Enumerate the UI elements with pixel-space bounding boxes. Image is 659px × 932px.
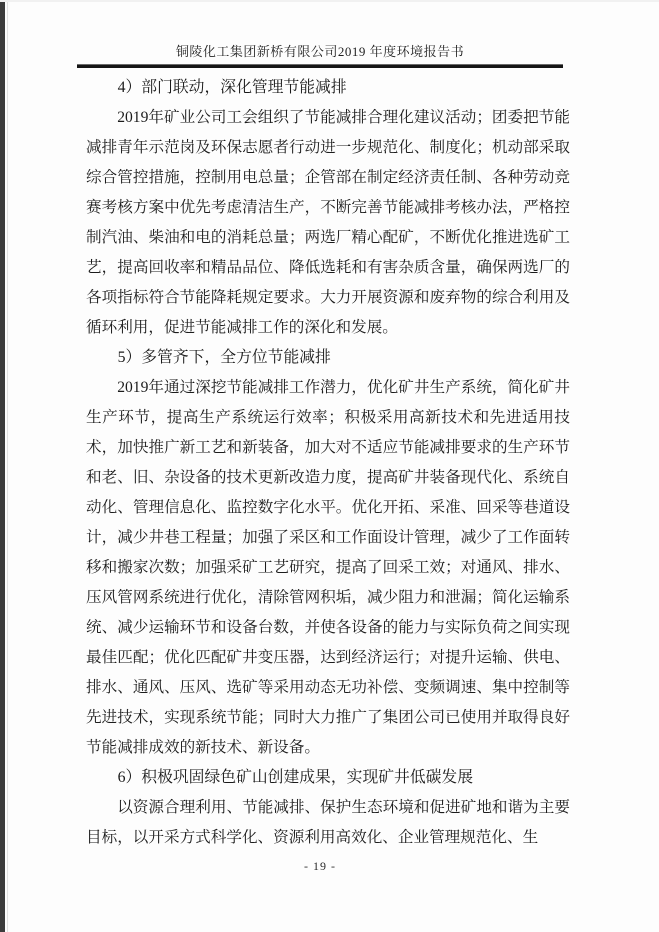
section-heading-5: 5）多管齐下，全方位节能减排 [117, 349, 331, 366]
section-heading-4: 4）部门联动，深化管理节能减排 [117, 79, 347, 96]
section-4-paragraph: 2019年矿业公司工会组织了节能减排合理化建议活动；团委把节能减排青年示范岗及环保志愿者行动进一步规范化、制度化；机动部采取综合管控措施，控制用电总量；企管部在制定经济责任制、各种劳动竞赛考核方案中优先考虑清洁生产，不断完善节能减排考核办法，严格控制汽油、柴油和电的消耗总量；两选厂精心配矿，不断优化推进选矿工艺，提高回收率和精品品位、降低选耗和有害杂质含量，确保两选厂的各项指标符合节能降耗规定要求。大力开展资源和废弃物的综合利用及循环利用，促进节能减排工作的深化和发展。 [86, 109, 570, 336]
document-body [86, 73, 570, 853]
scan-left-edge [0, 2, 5, 932]
scan-left-edge-line [7, 2, 8, 932]
section-6-paragraph: 以资源合理利用、节能减排、保护生态环境和促进矿地和谐为主要目标，以开采方式科学化、资源利用高效化、企业管理规范化、生 [86, 799, 570, 846]
header-title: 铜陵化工集团新桥有限公司2019 年度环境报告书 [175, 44, 465, 59]
section-heading-6: 6）积极巩固绿色矿山创建成果，实现矿井低碳发展 [117, 769, 474, 786]
page-number: - 19 - [304, 859, 336, 873]
header-rule [77, 64, 563, 68]
section-5-paragraph: 2019年通过深挖节能减排工作潜力，优化矿井生产系统，简化矿井生产环节，提高生产系统运行效率；积极采用高新技术和先进适用技术，加快推广新工艺和新装备，加大对不适应节能减排要求的生产环节和老、旧、杂设备的技术更新改造力度，提高矿井装备现代化、系统自动化、管理信息化、监控数字化水平。优化开拓、采准、回采等巷道设计，减少井巷工程量；加强了采区和工作面设计管理，减少了工作面转移和搬家次数；加强采矿工艺研究，提高了回采工效；对通风、排水、压风管网系统进行优化，清除管网积垢，减少阻力和泄漏；简化运输系统、减少运输环节和设备台数，并使各设备的能力与实际负荷之间实现最佳匹配；优化匹配矿井变压器，达到经济运行；对提升运输、供电、排水、通风、压风、选矿等采用动态无功补偿、变频调速、集中控制等先进技术，实现系统节能；同时大力推广了集团公司已使用并取得良好节能减排成效的新技术、新设备。 [86, 379, 570, 756]
